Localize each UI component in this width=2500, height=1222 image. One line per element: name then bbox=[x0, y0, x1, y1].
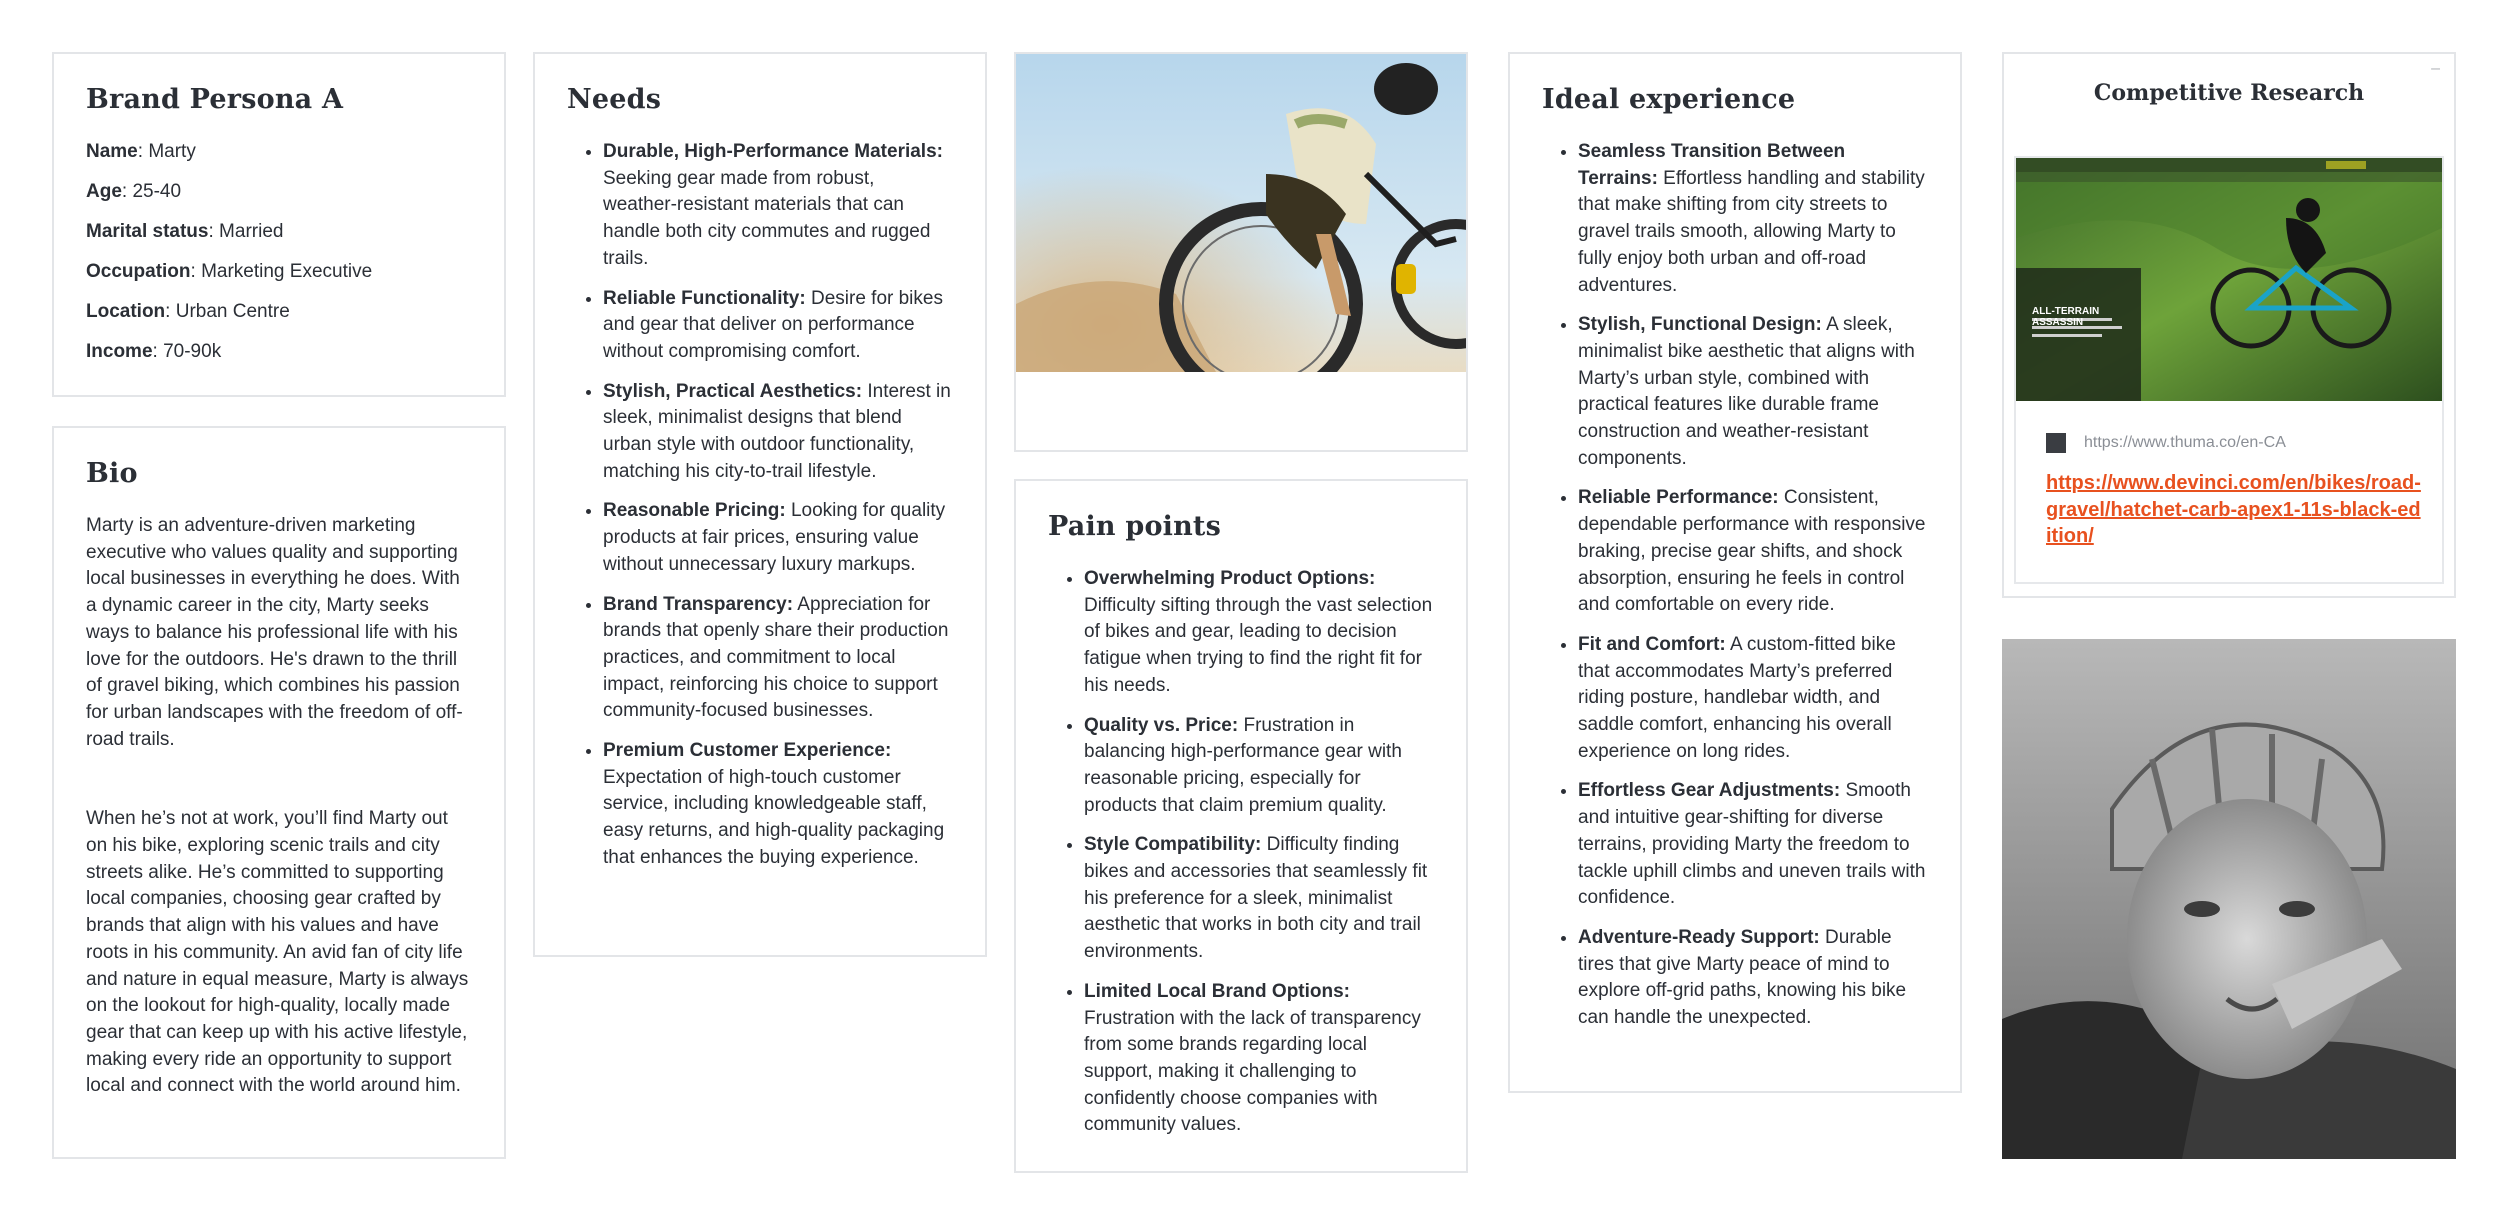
bio-paragraph-1: Marty is an adventure-driven marketing executive who values quality and supporting local businesses in everything he does. With a dynamic career in the city, Marty seeks ways to balance his professional life with his love for the outdoors. He's drawn to the thrill of gravel biking, which combines his passion for urban landscapes with the freedom of off-road trails. bbox=[86, 515, 463, 750]
needs-item-text: Desire for bikes and gear that deliver on performance without compromising comfort. bbox=[603, 287, 943, 362]
pain-item-text: Difficulty sifting through the vast selection of bikes and gear, leading to decision fatigue when trying to find the right fit for his needs. bbox=[1084, 594, 1433, 696]
pain-item-heading: Overwhelming Product Options: bbox=[1084, 568, 1376, 589]
persona-field-label: Age bbox=[86, 181, 122, 202]
persona-field bbox=[86, 339, 472, 365]
needs-item bbox=[603, 286, 953, 366]
persona-field bbox=[86, 219, 472, 245]
pain-item-text: Frustration in balancing high-performance gear with reasonable pricing, especially for products that claim premium quality. bbox=[1084, 714, 1402, 816]
persona-field-separator: : bbox=[208, 221, 220, 242]
pain-card bbox=[1014, 479, 1468, 1173]
needs-item-heading: Durable, High-Performance Materials: bbox=[603, 141, 943, 162]
persona-title: Brand Persona A bbox=[86, 84, 344, 115]
persona-field bbox=[86, 179, 472, 205]
persona-card bbox=[52, 52, 506, 397]
bio-card bbox=[52, 426, 506, 1159]
ideal-item-text: Durable tires that give Marty peace of mind to explore off-grid paths, knowing his bike can handle the unexpected. bbox=[1578, 926, 1907, 1029]
cyclist-image bbox=[1016, 54, 1466, 372]
ideal-card bbox=[1508, 52, 1962, 1093]
thumbnail-banner-text: ALL-TERRAIN ASSASSIN bbox=[2032, 306, 2100, 328]
ideal-item-heading: Effortless Gear Adjustments: bbox=[1578, 780, 1841, 802]
competitive-title: Competitive Research bbox=[2093, 80, 2365, 106]
persona-field-value: Married bbox=[219, 221, 284, 242]
needs-item-heading: Reasonable Pricing: bbox=[603, 500, 786, 522]
persona-field bbox=[86, 139, 472, 165]
persona-field-separator: : bbox=[137, 141, 149, 162]
pain-item bbox=[1084, 979, 1434, 1139]
persona-field-label: Income bbox=[86, 341, 153, 362]
needs-item-heading: Premium Customer Experience: bbox=[603, 740, 892, 762]
source-url[interactable]: https://www.thuma.co/en-CA bbox=[2084, 434, 2286, 451]
rider-portrait-image bbox=[2002, 639, 2456, 1159]
ideal-title: Ideal experience bbox=[1542, 84, 1796, 115]
ideal-item-text: Effortless handling and stability that make shifting from city streets to gravel trails smooth, allowing Marty to fully enjoy both urban and off-road adventures. bbox=[1578, 167, 1925, 296]
ideal-item-text: Consistent, dependable performance with responsive braking, precise gear shifts, and shock absorption, ensuring he feels in control and comfortable on every ride. bbox=[1578, 487, 1926, 616]
ideal-item bbox=[1578, 485, 1928, 619]
needs-item bbox=[603, 379, 953, 486]
ideal-item-text: A custom-fitted bike that accommodates Marty’s preferred riding posture, handlebar width, and saddle comfort, enhancing his overall experience on long rides. bbox=[1578, 633, 1896, 762]
pain-item bbox=[1084, 713, 1434, 820]
needs-item-text: Interest in sleek, minimalist designs that blend urban style with outdoor functionality, matching his city-to-trail lifestyle. bbox=[603, 380, 951, 482]
persona-field-value: Marty bbox=[148, 141, 196, 162]
pain-item-heading: Limited Local Brand Options: bbox=[1084, 980, 1351, 1002]
ideal-item bbox=[1578, 139, 1928, 299]
rider-portrait bbox=[2002, 639, 2456, 1159]
cyclist-photo bbox=[1016, 54, 1466, 372]
forest-bike-image bbox=[2016, 158, 2442, 401]
ideal-item bbox=[1578, 632, 1928, 766]
cyclist-photo-card bbox=[1014, 52, 1468, 452]
needs-item bbox=[603, 498, 953, 578]
ideal-item bbox=[1578, 778, 1928, 912]
ideal-item-heading: Adventure-Ready Support: bbox=[1578, 926, 1820, 948]
persona-field-label: Occupation bbox=[86, 261, 191, 282]
needs-list bbox=[567, 139, 953, 872]
needs-item-text: Seeking gear made from robust, weather-resistant materials that can handle both city commutes and rugged trails. bbox=[603, 167, 931, 269]
product-link[interactable]: https://www.devinci.com/en/bikes/road-gravel/hatchet-carb-apex1-11s-black-edition/ bbox=[2046, 472, 2421, 548]
needs-item-text: Looking for quality products at fair prices, ensuring value without unnecessary luxury markups. bbox=[603, 500, 946, 575]
persona-field-separator: : bbox=[152, 341, 164, 362]
ideal-item-text: Smooth and intuitive gear-shifting for diverse terrains, providing Marty the freedom to tackle uphill climbs and uneven trails with confidence. bbox=[1578, 780, 1926, 909]
ideal-item-heading: Reliable Performance: bbox=[1578, 487, 1779, 509]
persona-field-value: 70-90k bbox=[163, 341, 222, 362]
needs-item-heading: Reliable Functionality: bbox=[603, 287, 806, 309]
pain-title: Pain points bbox=[1048, 511, 1222, 542]
needs-title: Needs bbox=[567, 84, 662, 115]
needs-item bbox=[603, 738, 953, 872]
ideal-item-heading: Seamless Transition Between Terrains: bbox=[1578, 141, 1846, 189]
needs-item-heading: Stylish, Practical Aesthetics: bbox=[603, 380, 863, 402]
pain-item-text: Difficulty finding bikes and accessories that seamlessly fit his preference for a sleek, minimalist aesthetic that works in both city and trail environments. bbox=[1084, 834, 1428, 963]
ideal-item-text: A sleek, minimalist bike aesthetic that aligns with Marty’s urban style, combined with practical features like durable frame construction and weather-resistant components. bbox=[1578, 314, 1915, 469]
needs-item bbox=[603, 139, 953, 273]
needs-item-text: Appreciation for brands that openly share their production practices, and commitment to local impact, reinforcing his choice to support community-focused businesses. bbox=[603, 593, 949, 722]
preview-thumbnail[interactable] bbox=[2016, 158, 2442, 401]
ideal-item bbox=[1578, 925, 1928, 1032]
ideal-item-heading: Stylish, Functional Design: bbox=[1578, 314, 1822, 336]
pain-item-heading: Quality vs. Price: bbox=[1084, 714, 1239, 736]
persona-field-separator: : bbox=[121, 181, 133, 202]
link-preview[interactable] bbox=[2014, 156, 2444, 584]
pain-item-heading: Style Compatibility: bbox=[1084, 834, 1262, 856]
favicon-icon bbox=[2046, 433, 2066, 453]
persona-field-separator: : bbox=[190, 261, 202, 282]
pain-item bbox=[1084, 566, 1434, 700]
persona-field-label: Name bbox=[86, 141, 138, 162]
persona-field-separator: : bbox=[165, 301, 176, 322]
pain-list bbox=[1048, 566, 1434, 1139]
needs-card bbox=[533, 52, 987, 957]
ideal-list bbox=[1542, 139, 1928, 1032]
card-menu-icon[interactable]: – bbox=[2431, 60, 2440, 77]
bio-paragraph-2: When he’s not at work, you’ll find Marty out on his bike, exploring scenic trails and city streets alike. He’s committed to supporting local companies, choosing gear crafted by brands that align with his values and have roots in his community. An avid fan of city life and nature in equal measure, Marty is always on the lookout for high-quality, locally made gear that can keep up with his active lifestyle, making every ride an opportunity to support local and connect with the world around him. bbox=[86, 808, 469, 1097]
persona-field-value: 25-40 bbox=[132, 181, 182, 202]
pain-item bbox=[1084, 832, 1434, 966]
persona-field bbox=[86, 259, 472, 285]
persona-field bbox=[86, 299, 472, 325]
competitive-card bbox=[2002, 52, 2456, 598]
persona-fields bbox=[86, 139, 472, 365]
persona-field-value: Marketing Executive bbox=[201, 261, 373, 282]
persona-field-label: Marital status bbox=[86, 221, 209, 242]
needs-item-text: Expectation of high-touch customer service, including knowledgeable staff, easy returns, and high-quality packaging that enhances the buying experience. bbox=[603, 766, 945, 868]
bio-title: Bio bbox=[86, 458, 138, 489]
persona-field-label: Location bbox=[86, 301, 166, 322]
ideal-item-heading: Fit and Comfort: bbox=[1578, 633, 1726, 655]
needs-item-heading: Brand Transparency: bbox=[603, 593, 794, 615]
pain-item-text: Frustration with the lack of transparency from some brands regarding local support, making it challenging to confidently choose companies with community values. bbox=[1084, 1007, 1421, 1136]
persona-field-value: Urban Centre bbox=[175, 301, 290, 322]
ideal-item bbox=[1578, 312, 1928, 472]
needs-item bbox=[603, 592, 953, 726]
